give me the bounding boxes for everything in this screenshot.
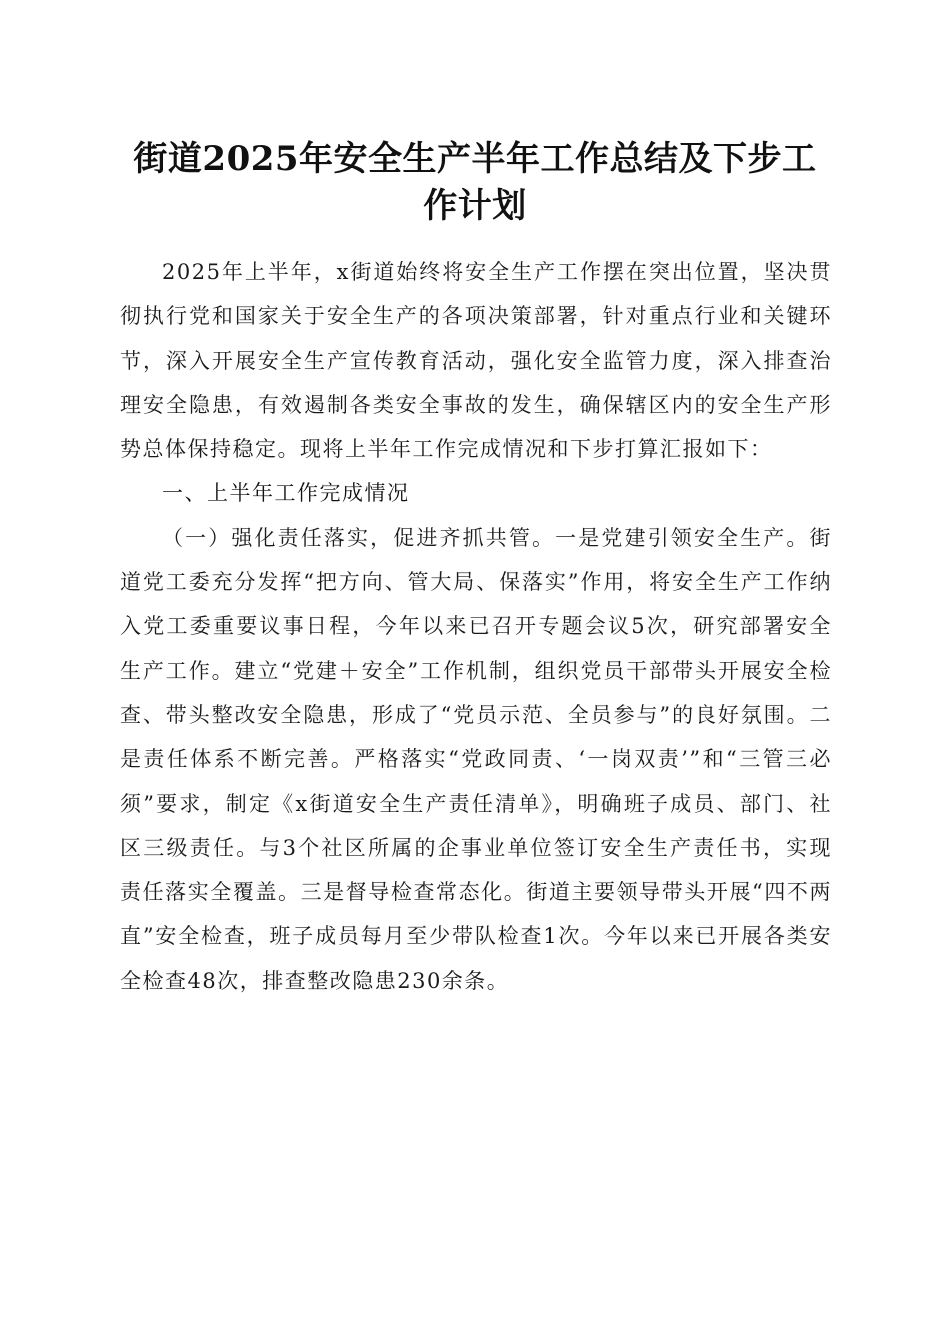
document-body (120, 250, 832, 1003)
document-title: 街道2025年安全生产半年工作总结及下步工作计划 (133, 139, 817, 226)
section-heading: 一、上半年工作完成情况 (162, 481, 410, 506)
section-paragraph: （一）强化责任落实，促进齐抓共管。一是党建引领安全生产。街道党工委充分发挥“把方向、管大局、保落实”作用，将安全生产工作纳入党工委重要议事日程，今年以来已召开专题会议5次，研究部署安全生产工作。建立“党建＋安全”工作机制，组织党员干部带头开展安全检查、带头整改安全隐患，形成了“党员示范、全员参与”的良好氛围。二是责任体系不断完善。严格落实“党政同责、‘一岗双责’”和“三管三必须”要求，制定《x街道安全生产责任清单》，明确班子成员、部门、社区三级责任。与3个社区所属的企事业单位签订安全生产责任书，实现责任落实全覆盖。三是督导检查常态化。街道主要领导带头开展“四不两直”安全检查，班子成员每月至少带队检查1次。今年以来已开展各类安全检查48次，排查整改隐患230余条。 (120, 525, 832, 993)
intro-paragraph: 2025年上半年，x街道始终将安全生产工作摆在突出位置，坚决贯彻执行党和国家关于安全生产的各项决策部署，针对重点行业和关键环节，深入开展安全生产宣传教育活动，强化安全监管力度，深入排查治理安全隐患，有效遏制各类安全事故的发生，确保辖区内的安全生产形势总体保持稳定。现将上半年工作完成情况和下步打算汇报如下： (120, 260, 832, 462)
